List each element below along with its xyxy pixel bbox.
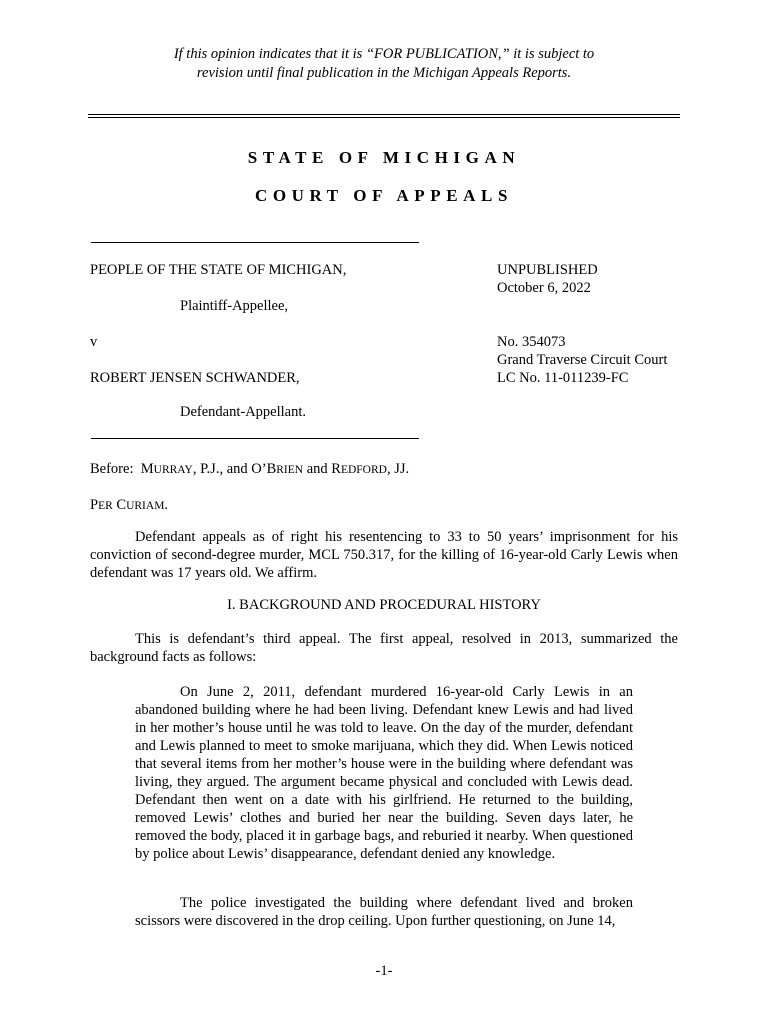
block-quote-2: The police investigated the building where defendant lived and broken scissors were discovered in the drop ceiling. Upon further questioning, on June 14, [135,895,633,929]
panel-before: Before: [90,461,141,477]
judge-murray-initial: M [140,461,154,477]
third-appeal-paragraph: This is defendant’s third appeal. The first appeal, resolved in 2013, summarized the background facts as follows: [90,631,678,665]
section-heading: I. BACKGROUND AND PROCEDURAL HISTORY [227,597,541,613]
per-curiam-period: . [164,497,169,513]
panel-suffix: , JJ. [386,461,410,477]
curiam-rest: URIAM [126,500,165,512]
per-rest: ER [98,500,113,512]
judge-obrien-rest: RIEN [276,464,304,476]
header-double-rule [88,114,680,118]
per-curiam [90,496,168,515]
lc-number: LC No. 11-011239-FC [497,370,629,386]
notice-line-1: If this opinion indicates that it is “FOR PUBLICATION,” it is subject to [173,46,595,62]
publication-notice [0,45,768,83]
defendant-name: ROBERT JENSEN SCHWANDER, [90,370,300,386]
versus: v [90,334,98,350]
per-initial: P [90,497,99,513]
plaintiff-role: Plaintiff-Appellee, [180,298,289,314]
judge-redford-rest: EDFORD [340,464,387,476]
page-number: -1- [375,963,393,979]
intro-paragraph: Defendant appeals as of right his resentencing to 33 to 50 years’ imprisonment for his conviction of second-degree murder, MCL 750.317, for the killing of 16-year-old Carly Lewis when defendant was 17 years old. We affirm. [90,529,678,581]
caption-bottom-rule [91,438,419,439]
panel-line [90,460,409,479]
curiam-initial: C [116,497,127,513]
judge-murray-rest: URRAY [153,464,193,476]
judge-murray-suffix: , P.J., and O’ [192,461,267,477]
judge-obrien-initial: B [266,461,277,477]
defendant-role: Defendant-Appellant. [180,404,307,420]
block-quote-1: On June 2, 2011, defendant murdered 16-year-old Carly Lewis in an abandoned building where he had been living. Defendant knew Lewis and had lived in her mother’s house until he was told to leave. On the day of the murder, defendant and Lewis planned to meet to smoke marijuana, which they did. When Lewis noticed that several items from her mother’s house were in the building where defendant was living, they argued. The argument became physical and concluded with Lewis dead. Defendant then went on a date with his girlfriend. He returned to the building, removed Lewis’ clothes and buried her near the building. Seven days later, he removed the body, placed it in garbage bags, and reburied it nearby. When questioned by police about Lewis’ disappearance, defendant denied any knowledge. [135,684,633,862]
docket-number: No. 354073 [497,334,566,350]
decision-date: October 6, 2022 [497,280,591,296]
publication-status: UNPUBLISHED [497,262,598,278]
state-heading: STATE OF MICHIGAN [247,148,521,167]
lower-court: Grand Traverse Circuit Court [497,352,668,368]
court-heading: COURT OF APPEALS [254,186,514,205]
notice-line-2: revision until final publication in the Michigan Appeals Reports. [196,65,572,81]
caption-top-rule [91,242,419,243]
plaintiff-name: PEOPLE OF THE STATE OF MICHIGAN, [90,262,347,278]
judge-redford-initial: R [331,461,341,477]
panel-and: and [303,461,332,477]
